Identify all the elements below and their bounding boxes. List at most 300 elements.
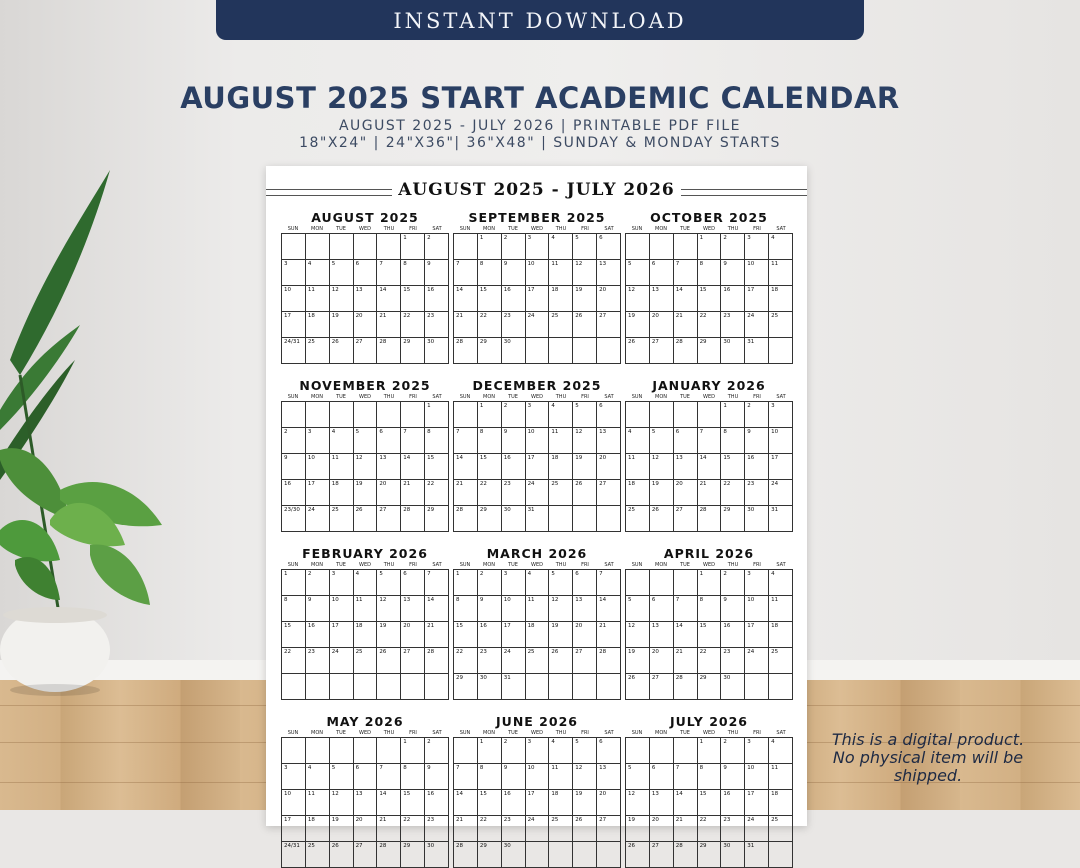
day-cell: 5 xyxy=(626,764,650,790)
day-cell: 14 xyxy=(674,622,698,648)
weekday-label: WED xyxy=(703,562,715,568)
day-grid xyxy=(453,233,621,364)
month-name: JULY 2026 xyxy=(669,714,748,729)
day-cell: 4 xyxy=(306,764,330,790)
day-cell: 4 xyxy=(769,234,793,260)
day-cell xyxy=(354,674,378,700)
day-cell xyxy=(306,738,330,764)
notice-line-2: No physical item will be xyxy=(832,748,1024,767)
day-cell xyxy=(425,674,449,700)
day-cell: 31 xyxy=(769,506,793,532)
day-cell: 6 xyxy=(354,764,378,790)
day-cell: 22 xyxy=(454,648,478,674)
day-cell: 25 xyxy=(306,842,330,868)
weekday-label: SUN xyxy=(631,226,643,232)
day-cell: 16 xyxy=(502,454,526,480)
day-grid xyxy=(625,401,793,532)
day-grid xyxy=(453,737,621,868)
day-cell xyxy=(354,738,378,764)
weekday-label: THU xyxy=(727,730,739,736)
day-cell xyxy=(330,674,354,700)
weekday-label: SUN xyxy=(459,226,471,232)
page-headline: AUGUST 2025 START ACADEMIC CALENDAR xyxy=(180,81,900,115)
day-cell: 7 xyxy=(401,428,425,454)
day-cell: 13 xyxy=(354,790,378,816)
day-cell: 23 xyxy=(478,648,502,674)
day-cell: 12 xyxy=(549,596,573,622)
day-cell: 23 xyxy=(502,480,526,506)
day-cell: 19 xyxy=(573,790,597,816)
day-cell: 31 xyxy=(502,674,526,700)
day-cell: 15 xyxy=(478,454,502,480)
day-cell: 15 xyxy=(282,622,306,648)
day-cell: 21 xyxy=(674,648,698,674)
day-cell: 14 xyxy=(454,790,478,816)
day-cell xyxy=(282,674,306,700)
weekday-label: TUE xyxy=(336,394,346,400)
day-cell xyxy=(597,842,621,868)
day-cell: 20 xyxy=(597,286,621,312)
day-cell: 5 xyxy=(330,764,354,790)
weekday-label: THU xyxy=(727,562,739,568)
weekday-header xyxy=(625,730,793,737)
weekday-label: MON xyxy=(655,730,667,736)
day-grid xyxy=(453,401,621,532)
day-cell: 1 xyxy=(425,402,449,428)
day-cell: 25 xyxy=(330,506,354,532)
day-cell: 1 xyxy=(478,738,502,764)
day-cell: 20 xyxy=(354,816,378,842)
day-grid xyxy=(625,737,793,868)
day-cell: 1 xyxy=(478,234,502,260)
day-cell: 24 xyxy=(769,480,793,506)
day-cell: 10 xyxy=(526,428,550,454)
day-cell: 16 xyxy=(306,622,330,648)
day-cell: 20 xyxy=(377,480,401,506)
day-cell: 20 xyxy=(650,648,674,674)
day-cell xyxy=(650,234,674,260)
day-cell: 25 xyxy=(769,648,793,674)
weekday-label: MON xyxy=(483,394,495,400)
day-cell: 11 xyxy=(354,596,378,622)
day-cell xyxy=(698,402,722,428)
day-cell: 18 xyxy=(306,312,330,338)
day-cell xyxy=(330,402,354,428)
day-cell: 6 xyxy=(650,596,674,622)
day-cell: 17 xyxy=(745,622,769,648)
day-cell xyxy=(573,674,597,700)
day-cell: 9 xyxy=(425,260,449,286)
day-cell: 30 xyxy=(721,842,745,868)
weekday-label: SUN xyxy=(459,562,471,568)
day-cell: 26 xyxy=(573,480,597,506)
day-cell: 15 xyxy=(698,790,722,816)
day-cell xyxy=(306,402,330,428)
day-cell: 12 xyxy=(626,622,650,648)
day-cell xyxy=(674,402,698,428)
day-cell: 10 xyxy=(306,454,330,480)
day-cell: 25 xyxy=(549,312,573,338)
weekday-label: MON xyxy=(311,730,323,736)
day-cell: 31 xyxy=(526,506,550,532)
weekday-label: FRI xyxy=(409,730,417,736)
day-cell: 4 xyxy=(549,402,573,428)
day-cell: 21 xyxy=(454,312,478,338)
month-calendar xyxy=(453,210,621,364)
day-cell: 7 xyxy=(674,596,698,622)
day-cell xyxy=(573,506,597,532)
day-cell: 18 xyxy=(526,622,550,648)
day-cell: 3 xyxy=(282,764,306,790)
day-cell xyxy=(354,402,378,428)
weekday-label: TUE xyxy=(336,226,346,232)
day-cell: 27 xyxy=(650,338,674,364)
day-cell: 27 xyxy=(674,506,698,532)
day-cell: 29 xyxy=(401,842,425,868)
day-cell: 7 xyxy=(454,260,478,286)
day-cell: 27 xyxy=(650,674,674,700)
weekday-label: TUE xyxy=(680,730,690,736)
day-cell: 18 xyxy=(354,622,378,648)
weekday-label: SAT xyxy=(604,394,614,400)
day-cell: 10 xyxy=(282,286,306,312)
day-cell xyxy=(526,674,550,700)
day-cell: 17 xyxy=(526,286,550,312)
day-cell: 27 xyxy=(354,338,378,364)
day-cell: 12 xyxy=(573,764,597,790)
day-cell: 16 xyxy=(502,286,526,312)
day-cell: 14 xyxy=(674,286,698,312)
day-cell: 22 xyxy=(478,312,502,338)
day-cell xyxy=(377,674,401,700)
day-cell: 13 xyxy=(650,790,674,816)
day-cell: 10 xyxy=(745,596,769,622)
day-cell: 18 xyxy=(549,454,573,480)
day-cell: 29 xyxy=(454,674,478,700)
day-cell: 15 xyxy=(698,622,722,648)
day-cell: 27 xyxy=(597,816,621,842)
day-cell: 5 xyxy=(626,596,650,622)
day-cell: 23 xyxy=(425,312,449,338)
day-cell: 4 xyxy=(306,260,330,286)
day-cell: 17 xyxy=(282,816,306,842)
day-cell xyxy=(674,234,698,260)
day-cell: 10 xyxy=(526,260,550,286)
day-grid xyxy=(281,737,449,868)
day-cell: 30 xyxy=(721,674,745,700)
day-cell: 25 xyxy=(626,506,650,532)
day-cell: 16 xyxy=(745,454,769,480)
poster-title: AUGUST 2025 - JULY 2026 xyxy=(398,180,675,200)
day-cell: 12 xyxy=(573,260,597,286)
month-calendar xyxy=(281,210,449,364)
day-cell: 2 xyxy=(721,570,745,596)
day-cell: 5 xyxy=(626,260,650,286)
weekday-label: SUN xyxy=(287,226,299,232)
weekday-label: SUN xyxy=(631,562,643,568)
day-cell: 26 xyxy=(354,506,378,532)
day-cell: 22 xyxy=(698,816,722,842)
weekday-label: TUE xyxy=(336,562,346,568)
weekday-label: SUN xyxy=(459,394,471,400)
day-cell: 25 xyxy=(549,816,573,842)
day-cell: 7 xyxy=(674,764,698,790)
day-cell: 9 xyxy=(721,764,745,790)
day-cell: 19 xyxy=(573,454,597,480)
day-cell: 10 xyxy=(526,764,550,790)
day-cell: 24 xyxy=(330,648,354,674)
day-cell: 15 xyxy=(478,286,502,312)
weekday-label: SUN xyxy=(287,730,299,736)
month-calendar xyxy=(453,714,621,868)
weekday-label: WED xyxy=(531,226,543,232)
day-cell: 15 xyxy=(698,286,722,312)
day-cell: 24/31 xyxy=(282,842,306,868)
day-cell xyxy=(282,234,306,260)
day-cell: 27 xyxy=(401,648,425,674)
day-cell: 10 xyxy=(502,596,526,622)
day-cell: 18 xyxy=(769,790,793,816)
day-cell xyxy=(526,338,550,364)
weekday-header xyxy=(453,394,621,401)
day-cell: 1 xyxy=(721,402,745,428)
weekday-header xyxy=(281,562,449,569)
day-cell: 15 xyxy=(454,622,478,648)
day-cell: 26 xyxy=(650,506,674,532)
day-cell: 2 xyxy=(478,570,502,596)
day-cell: 9 xyxy=(502,260,526,286)
day-cell: 24 xyxy=(502,648,526,674)
day-cell: 29 xyxy=(478,506,502,532)
weekday-label: WED xyxy=(359,730,371,736)
weekday-label: SUN xyxy=(631,730,643,736)
weekday-header xyxy=(453,226,621,233)
day-cell: 29 xyxy=(401,338,425,364)
weekday-label: MON xyxy=(655,394,667,400)
day-cell: 13 xyxy=(597,428,621,454)
weekday-label: WED xyxy=(703,226,715,232)
weekday-label: FRI xyxy=(409,394,417,400)
day-cell: 11 xyxy=(526,596,550,622)
day-cell: 22 xyxy=(425,480,449,506)
day-cell: 17 xyxy=(526,790,550,816)
day-cell: 19 xyxy=(626,312,650,338)
day-cell: 11 xyxy=(626,454,650,480)
day-cell: 6 xyxy=(650,260,674,286)
day-cell: 30 xyxy=(502,842,526,868)
day-cell xyxy=(626,402,650,428)
weekday-label: MON xyxy=(483,226,495,232)
day-cell: 24 xyxy=(526,816,550,842)
day-cell: 18 xyxy=(306,816,330,842)
day-cell: 9 xyxy=(502,764,526,790)
day-cell: 11 xyxy=(549,428,573,454)
day-cell xyxy=(626,570,650,596)
day-cell xyxy=(282,738,306,764)
day-cell: 26 xyxy=(549,648,573,674)
day-cell: 14 xyxy=(377,286,401,312)
day-cell xyxy=(769,338,793,364)
day-cell xyxy=(549,338,573,364)
day-cell: 28 xyxy=(454,506,478,532)
day-cell: 4 xyxy=(526,570,550,596)
day-cell: 12 xyxy=(626,286,650,312)
day-cell: 28 xyxy=(377,842,401,868)
day-cell xyxy=(377,402,401,428)
day-cell: 29 xyxy=(721,506,745,532)
day-cell: 11 xyxy=(769,764,793,790)
day-cell: 5 xyxy=(650,428,674,454)
day-cell: 21 xyxy=(377,816,401,842)
weekday-label: FRI xyxy=(753,562,761,568)
day-cell: 22 xyxy=(698,648,722,674)
day-cell: 24 xyxy=(745,312,769,338)
weekday-label: MON xyxy=(311,562,323,568)
day-cell: 31 xyxy=(745,842,769,868)
day-cell: 10 xyxy=(769,428,793,454)
day-cell: 20 xyxy=(354,312,378,338)
day-cell: 17 xyxy=(526,454,550,480)
weekday-label: TUE xyxy=(336,730,346,736)
day-cell: 2 xyxy=(502,738,526,764)
day-cell: 29 xyxy=(698,674,722,700)
day-cell xyxy=(330,234,354,260)
day-cell: 5 xyxy=(377,570,401,596)
day-cell: 9 xyxy=(282,454,306,480)
day-cell: 28 xyxy=(698,506,722,532)
weekday-label: SAT xyxy=(776,226,786,232)
day-cell: 11 xyxy=(549,764,573,790)
day-cell xyxy=(650,738,674,764)
day-cell: 21 xyxy=(597,622,621,648)
weekday-label: SUN xyxy=(631,394,643,400)
day-cell: 24 xyxy=(745,816,769,842)
day-cell: 11 xyxy=(330,454,354,480)
day-cell: 17 xyxy=(282,312,306,338)
day-cell xyxy=(454,402,478,428)
day-cell xyxy=(377,738,401,764)
day-cell: 1 xyxy=(698,738,722,764)
month-name: OCTOBER 2025 xyxy=(650,210,768,225)
day-cell: 29 xyxy=(478,338,502,364)
day-cell: 6 xyxy=(650,764,674,790)
day-cell: 17 xyxy=(502,622,526,648)
potted-plant-illustration xyxy=(0,160,200,700)
day-cell: 8 xyxy=(698,764,722,790)
weekday-label: WED xyxy=(359,562,371,568)
day-cell xyxy=(526,842,550,868)
day-cell: 17 xyxy=(745,790,769,816)
weekday-label: FRI xyxy=(581,730,589,736)
day-cell: 28 xyxy=(454,842,478,868)
day-cell: 29 xyxy=(698,842,722,868)
day-cell: 12 xyxy=(354,454,378,480)
month-name: JANUARY 2026 xyxy=(652,378,766,393)
day-cell: 14 xyxy=(401,454,425,480)
day-cell: 20 xyxy=(597,454,621,480)
month-name: APRIL 2026 xyxy=(663,546,755,561)
day-cell: 20 xyxy=(573,622,597,648)
weekday-label: THU xyxy=(555,226,567,232)
day-cell: 30 xyxy=(478,674,502,700)
month-name: FEBRUARY 2026 xyxy=(302,546,428,561)
weekday-label: THU xyxy=(727,394,739,400)
day-cell: 14 xyxy=(454,454,478,480)
day-cell: 10 xyxy=(745,260,769,286)
day-grid xyxy=(453,569,621,700)
day-cell: 7 xyxy=(377,764,401,790)
weekday-label: FRI xyxy=(753,730,761,736)
day-cell: 8 xyxy=(478,764,502,790)
day-cell xyxy=(401,674,425,700)
day-cell: 6 xyxy=(573,570,597,596)
day-cell: 24 xyxy=(745,648,769,674)
month-calendar xyxy=(281,714,449,868)
month-calendar xyxy=(281,546,449,700)
day-cell: 24 xyxy=(526,480,550,506)
day-cell xyxy=(377,234,401,260)
day-cell: 15 xyxy=(401,790,425,816)
weekday-label: TUE xyxy=(680,394,690,400)
day-cell: 2 xyxy=(745,402,769,428)
day-cell: 12 xyxy=(626,790,650,816)
day-cell: 4 xyxy=(549,738,573,764)
day-cell: 18 xyxy=(549,286,573,312)
day-cell: 17 xyxy=(745,286,769,312)
day-cell: 1 xyxy=(698,234,722,260)
weekday-label: SUN xyxy=(287,562,299,568)
weekday-label: FRI xyxy=(409,226,417,232)
day-cell: 30 xyxy=(425,842,449,868)
day-cell: 3 xyxy=(526,738,550,764)
day-cell: 11 xyxy=(769,260,793,286)
day-cell xyxy=(626,738,650,764)
day-cell: 28 xyxy=(674,338,698,364)
month-calendar xyxy=(453,378,621,532)
day-cell: 30 xyxy=(502,338,526,364)
day-cell: 14 xyxy=(454,286,478,312)
day-cell xyxy=(650,570,674,596)
weekday-label: WED xyxy=(703,394,715,400)
weekday-label: MON xyxy=(483,730,495,736)
day-cell: 30 xyxy=(745,506,769,532)
day-cell: 13 xyxy=(674,454,698,480)
day-cell: 7 xyxy=(425,570,449,596)
day-cell: 9 xyxy=(502,428,526,454)
day-cell: 13 xyxy=(597,260,621,286)
day-cell: 6 xyxy=(597,234,621,260)
day-cell: 23 xyxy=(306,648,330,674)
day-cell: 22 xyxy=(401,816,425,842)
day-cell xyxy=(626,234,650,260)
weekday-label: FRI xyxy=(753,394,761,400)
day-cell: 24 xyxy=(306,506,330,532)
weekday-label: FRI xyxy=(581,562,589,568)
day-cell xyxy=(597,338,621,364)
month-name: SEPTEMBER 2025 xyxy=(468,210,606,225)
day-cell: 8 xyxy=(454,596,478,622)
weekday-header xyxy=(281,730,449,737)
weekday-label: SAT xyxy=(432,226,442,232)
day-cell: 12 xyxy=(330,790,354,816)
day-cell xyxy=(454,738,478,764)
day-cell: 23 xyxy=(721,312,745,338)
day-cell: 28 xyxy=(401,506,425,532)
day-cell: 3 xyxy=(745,738,769,764)
day-cell: 8 xyxy=(425,428,449,454)
day-cell: 8 xyxy=(721,428,745,454)
month-calendar xyxy=(625,546,793,700)
